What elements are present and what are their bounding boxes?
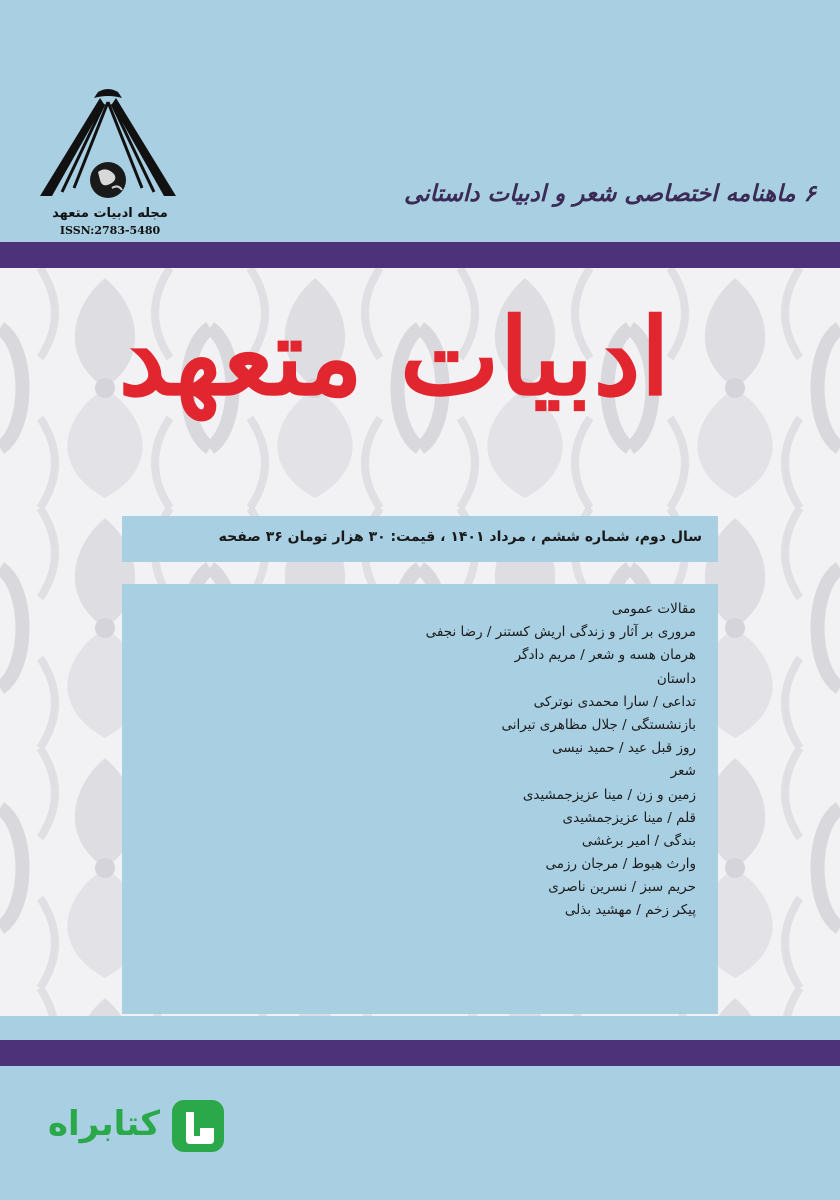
toc-entry: هرمان هسه و شعر / مریم دادگر (514, 647, 696, 664)
ketabrah-brand[interactable] (36, 1098, 226, 1154)
toc-entry: روز قبل عید / حمید نیسی (552, 740, 696, 757)
issue-line: سال دوم، شماره ششم ، مرداد ۱۴۰۱ ، قیمت: ۳۰ هزار تومان ۳۶ صفحه (218, 529, 702, 545)
top-band (0, 242, 840, 268)
toc-entry: حریم سبز / نسرین ناصری (548, 879, 696, 896)
toc-box (122, 584, 718, 1014)
toc-entry: زمین و زن / مینا عزیزجمشیدی (522, 786, 696, 803)
toc-list (426, 598, 696, 923)
toc-entry: بندگی / امیر برغشی (581, 832, 696, 849)
toc-entry: قلم / مینا عزیزجمشیدی (562, 809, 696, 826)
toc-entry: پیکر زخم / مهشید بذلی (564, 902, 696, 919)
toc-entry: بازنشستگی / جلال مظاهری تیرانی (501, 716, 696, 733)
ketabrah-logo-icon (170, 1098, 226, 1154)
header-subtitle: ۶ ماهنامه اختصاصی شعر و ادبیات داستانی (404, 180, 816, 207)
toc-section: مقالات عمومی (611, 601, 696, 617)
toc-entry: تداعی / سارا محمدی نوترکی (533, 693, 696, 710)
magazine-title (118, 268, 670, 500)
logo-issn: ISSN:2783-5480 (59, 224, 161, 237)
toc-section: داستان (656, 670, 696, 687)
ketabrah-brand-name: کتابراه (47, 1104, 160, 1144)
bottom-band (0, 1040, 840, 1066)
magazine-title-text: ادبیات متعهد (118, 294, 670, 419)
toc-section: شعر (670, 763, 696, 780)
logo-name: مجله ادبیات متعهد (52, 206, 168, 221)
issue-info-box (122, 516, 718, 562)
toc-entry: مروری بر آثار و زندگی اریش کستنر / رضا نجفی (425, 624, 696, 641)
toc-entry: وارث هبوط / مرجان رزمی (545, 856, 696, 873)
